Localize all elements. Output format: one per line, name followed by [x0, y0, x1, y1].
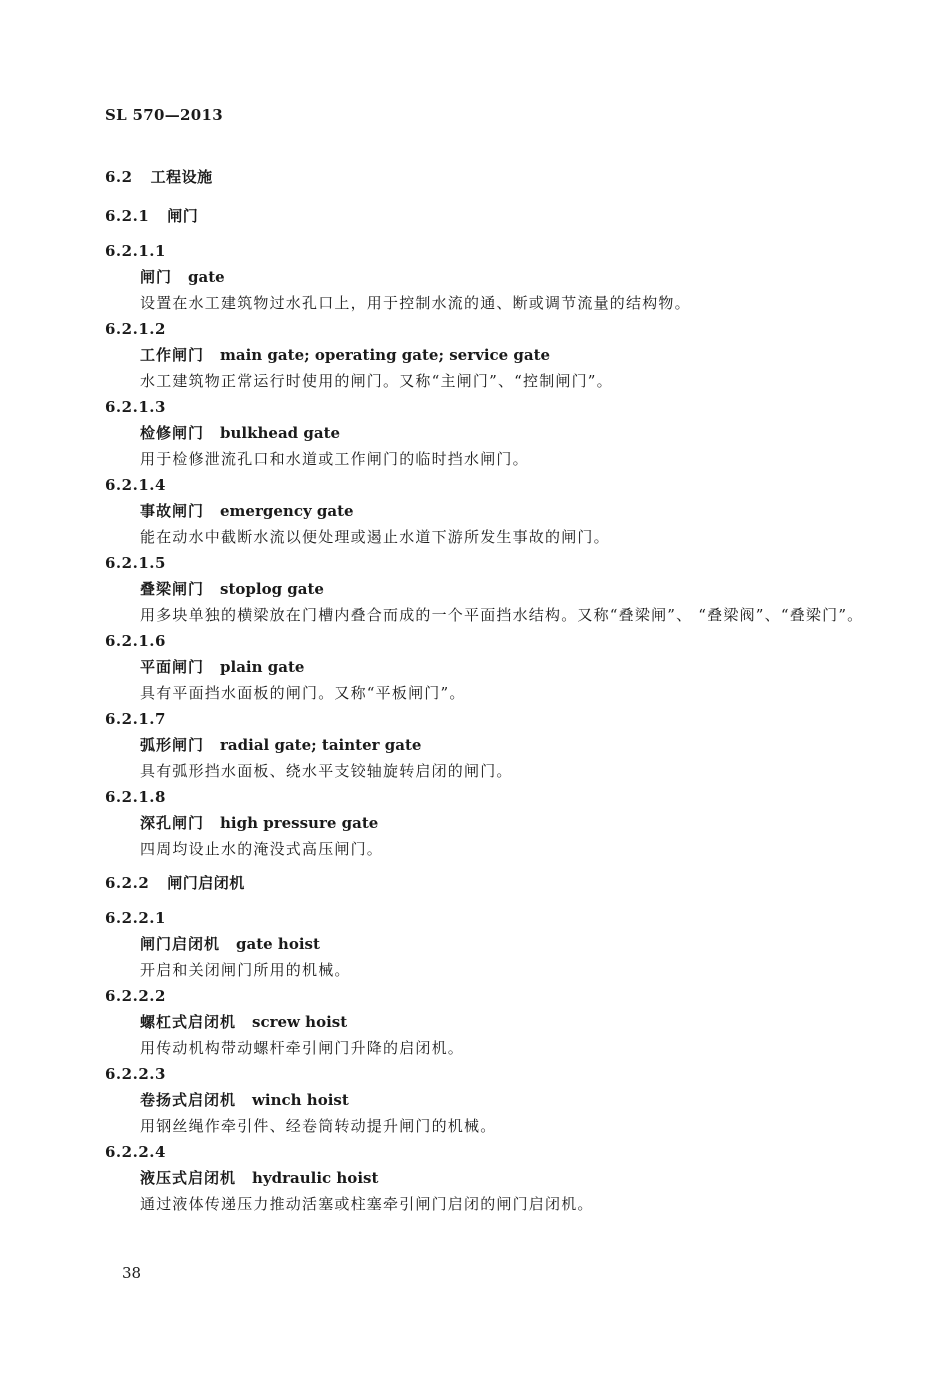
term-chinese: 闸门启闭机 — [140, 935, 221, 953]
term-name — [140, 576, 865, 602]
term-definition: 用多块单独的横梁放在门槽内叠合而成的一个平面挡水结构。又称“叠梁闸”、 “叠梁阀”、“叠梁门”。 — [140, 606, 864, 624]
term-name — [140, 342, 865, 368]
term-english: gate hoist — [236, 935, 320, 953]
term-chinese: 叠梁闸门 — [140, 580, 205, 598]
term-definition: 用于检修泄流孔口和水道或工作闸门的临时挡水闸门。 — [140, 450, 529, 468]
term-number: 6.2.1.6 — [105, 632, 166, 650]
section-heading — [105, 160, 865, 194]
subsection-title: 闸门启闭机 — [167, 874, 245, 892]
term-english: bulkhead gate — [220, 424, 341, 442]
term-definition: 通过液体传递压力推动活塞或柱塞牵引闸门启闭的闸门启闭机。 — [140, 1195, 594, 1213]
subsection-number: 6.2.1 — [105, 207, 150, 225]
term-chinese: 深孔闸门 — [140, 814, 205, 832]
term-name — [140, 1009, 865, 1035]
term-english: main gate; operating gate; service gate — [220, 346, 551, 364]
subsection-title: 闸门 — [167, 207, 199, 225]
term-definition: 水工建筑物正常运行时使用的闸门。又称“主闸门”、“控制闸门”。 — [140, 372, 613, 390]
term-entry — [105, 983, 865, 1061]
term-entry — [105, 394, 865, 472]
term-definition: 开启和关闭闸门所用的机械。 — [140, 961, 351, 979]
term-definition: 四周均设止水的淹没式高压闸门。 — [140, 840, 384, 858]
term-number: 6.2.1.2 — [105, 320, 166, 338]
term-name — [140, 264, 865, 290]
term-english: stoplog gate — [220, 580, 324, 598]
term-number: 6.2.1.5 — [105, 554, 166, 572]
term-name — [140, 810, 865, 836]
section-number: 6.2 — [105, 168, 133, 186]
term-number: 6.2.1.3 — [105, 398, 166, 416]
term-chinese: 工作闸门 — [140, 346, 205, 364]
term-number: 6.2.2.4 — [105, 1143, 166, 1161]
term-chinese: 检修闸门 — [140, 424, 205, 442]
term-number: 6.2.1.4 — [105, 476, 166, 494]
term-definition: 设置在水工建筑物过水孔口上，用于控制水流的通、断或调节流量的结构物。 — [140, 294, 691, 312]
term-name — [140, 654, 865, 680]
term-definition: 具有弧形挡水面板、绕水平支铰轴旋转启闭的闸门。 — [140, 762, 513, 780]
term-number: 6.2.2.2 — [105, 987, 166, 1005]
term-english: winch hoist — [252, 1091, 349, 1109]
term-name — [140, 1165, 865, 1191]
term-english: hydraulic hoist — [252, 1169, 379, 1187]
term-english: radial gate; tainter gate — [220, 736, 422, 754]
subsection-heading — [105, 199, 865, 233]
term-entry — [105, 784, 865, 862]
term-number: 6.2.2.3 — [105, 1065, 166, 1083]
subsection-heading — [105, 866, 865, 900]
term-number: 6.2.1.7 — [105, 710, 166, 728]
term-entry — [105, 1139, 865, 1217]
term-entry — [105, 550, 865, 628]
term-name — [140, 420, 865, 446]
term-number: 6.2.1.1 — [105, 242, 166, 260]
term-name — [140, 1087, 865, 1113]
section-title: 工程设施 — [150, 168, 213, 186]
term-name — [140, 498, 865, 524]
term-definition: 用钢丝绳作牵引件、经卷筒转动提升闸门的机械。 — [140, 1117, 497, 1135]
term-chinese: 平面闸门 — [140, 658, 205, 676]
term-entry — [105, 706, 865, 784]
term-chinese: 卷扬式启闭机 — [140, 1091, 237, 1109]
page-number: 38 — [122, 1264, 142, 1282]
subsection-number: 6.2.2 — [105, 874, 150, 892]
term-name — [140, 732, 865, 758]
term-chinese: 液压式启闭机 — [140, 1169, 237, 1187]
term-entry — [105, 238, 865, 316]
term-chinese: 螺杠式启闭机 — [140, 1013, 237, 1031]
term-chinese: 闸门 — [140, 268, 173, 286]
term-english: plain gate — [220, 658, 305, 676]
term-english: gate — [188, 268, 225, 286]
term-english: screw hoist — [252, 1013, 348, 1031]
term-chinese: 事故闸门 — [140, 502, 205, 520]
term-english: high pressure gate — [220, 814, 379, 832]
term-number: 6.2.2.1 — [105, 909, 166, 927]
term-name — [140, 931, 865, 957]
term-definition: 用传动机构带动螺杆牵引闸门升降的启闭机。 — [140, 1039, 465, 1057]
term-entry — [105, 316, 865, 394]
term-definition: 能在动水中截断水流以便处理或遏止水道下游所发生事故的闸门。 — [140, 528, 610, 546]
term-chinese: 弧形闸门 — [140, 736, 205, 754]
term-number: 6.2.1.8 — [105, 788, 166, 806]
term-english: emergency gate — [220, 502, 354, 520]
term-entry — [105, 628, 865, 706]
term-definition: 具有平面挡水面板的闸门。又称“平板闸门”。 — [140, 684, 466, 702]
page-content — [105, 160, 865, 1217]
term-entry — [105, 905, 865, 983]
term-entry — [105, 472, 865, 550]
standard-code-header: SL 570—2013 — [105, 106, 223, 124]
term-entry — [105, 1061, 865, 1139]
